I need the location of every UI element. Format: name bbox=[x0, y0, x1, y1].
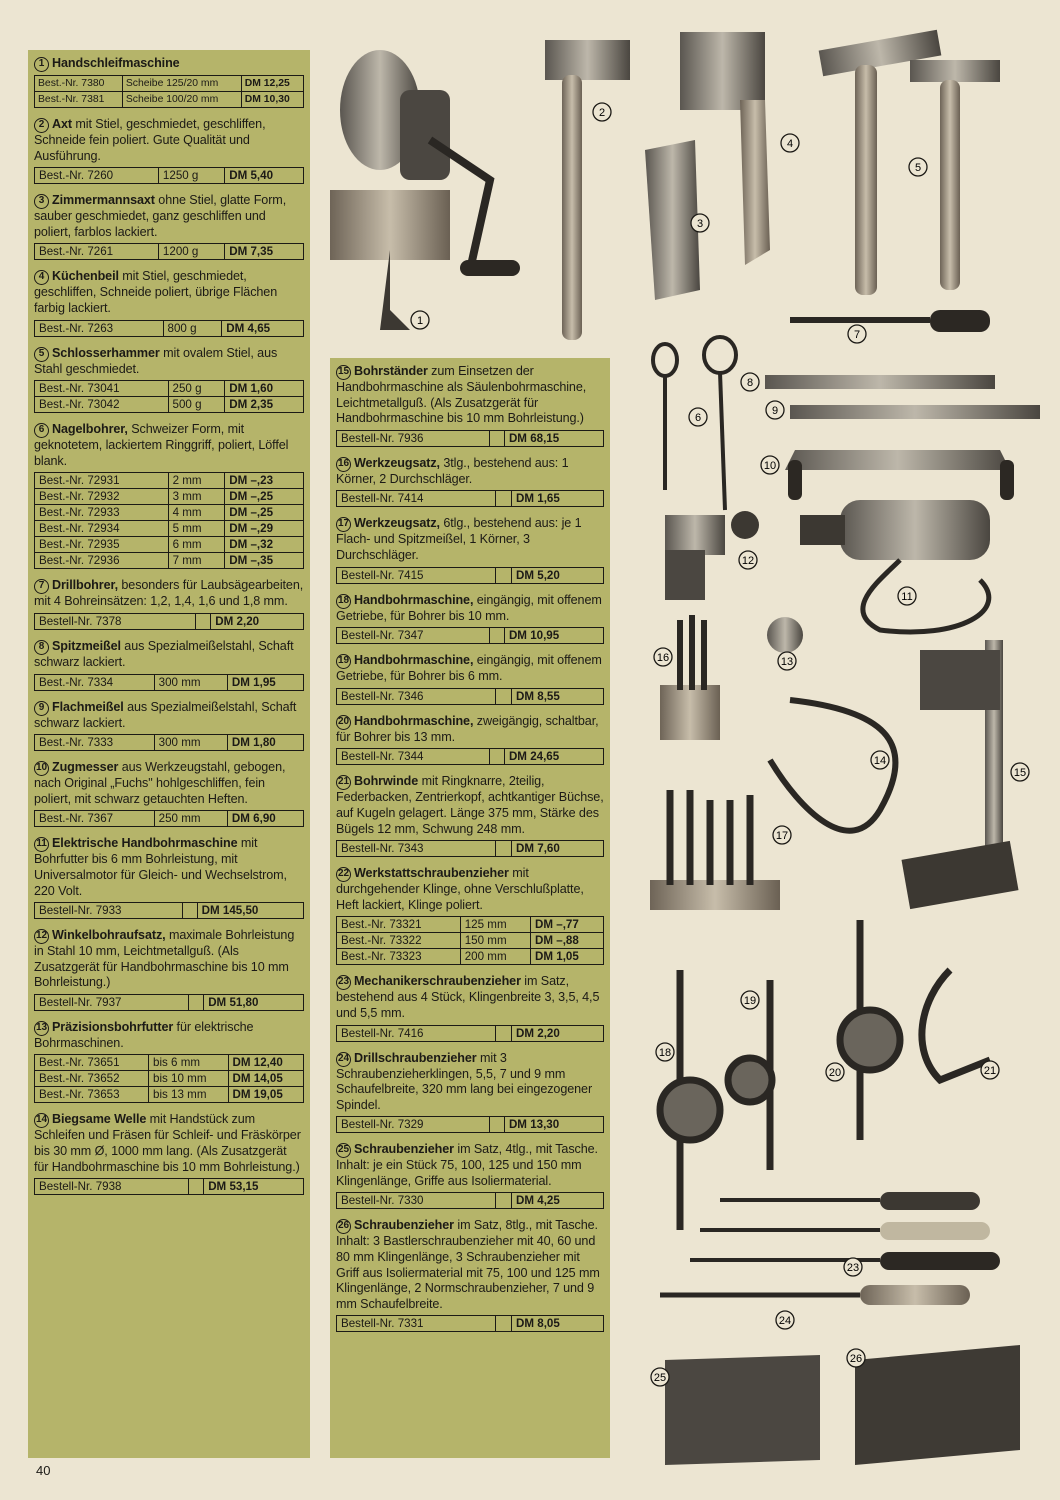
order-table bbox=[34, 1178, 304, 1195]
order-spec: 250 g bbox=[168, 381, 225, 397]
order-price: DM –,25 bbox=[225, 505, 304, 521]
catalog-entry bbox=[34, 578, 304, 630]
callout-label: 1 bbox=[416, 315, 424, 327]
order-row bbox=[35, 903, 304, 919]
drawknife-illustration bbox=[785, 450, 1014, 500]
order-spec: 125 mm bbox=[460, 917, 530, 933]
order-spec bbox=[183, 903, 198, 919]
entry-name: Flachmeißel bbox=[52, 699, 124, 714]
order-spec: bis 13 mm bbox=[149, 1087, 229, 1103]
order-price: DM 2,20 bbox=[211, 613, 304, 629]
callout-label: 4 bbox=[786, 138, 794, 150]
entry-description bbox=[34, 700, 304, 732]
entry-name: Werkzeugsatz, bbox=[354, 455, 440, 470]
callout-label: 3 bbox=[696, 218, 704, 230]
order-price: DM –,25 bbox=[225, 489, 304, 505]
callout-label: 26 bbox=[849, 1353, 863, 1365]
entry-name: Winkelbohraufsatz, bbox=[52, 928, 166, 943]
order-number: Best.-Nr. 73651 bbox=[35, 1055, 149, 1071]
entry-name: Axt bbox=[52, 117, 72, 131]
order-spec bbox=[189, 1179, 204, 1195]
entry-text: im Satz, bestehend aus 4 Stück, Klingenbreite 3, 3,5, 4,5 und 5,5 mm. bbox=[336, 974, 600, 1020]
entry-name: Elektrische Handbohrmaschine bbox=[52, 836, 238, 851]
entry-name: Zimmermannsaxt bbox=[52, 193, 155, 208]
entry-number-badge: 5 bbox=[34, 347, 49, 362]
order-number: Bestell-Nr. 7936 bbox=[337, 430, 490, 446]
catalog-entry bbox=[34, 836, 304, 919]
order-price: DM 19,05 bbox=[228, 1087, 303, 1103]
order-number: Bestell-Nr. 7414 bbox=[337, 491, 496, 507]
catalog-entry bbox=[34, 639, 304, 691]
catalog-entry bbox=[34, 1112, 304, 1195]
order-spec: 4 mm bbox=[168, 505, 225, 521]
order-price: DM 51,80 bbox=[204, 994, 304, 1010]
entry-text: mit ovalem Stiel, aus Stahl geschmiedet. bbox=[34, 345, 278, 376]
entry-number-badge: 2 bbox=[34, 118, 49, 133]
entry-number-badge: 11 bbox=[34, 837, 49, 852]
order-spec: Scheibe 125/20 mm bbox=[122, 76, 241, 92]
order-row bbox=[35, 1087, 304, 1103]
order-number: Best.-Nr. 7261 bbox=[35, 244, 159, 260]
order-spec: 150 mm bbox=[460, 933, 530, 949]
catalog-entry bbox=[34, 193, 304, 260]
entry-name: Bohrwinde bbox=[354, 774, 419, 789]
callout-label: 16 bbox=[656, 652, 670, 664]
entry-number-badge: 20 bbox=[336, 715, 351, 730]
order-number: Best.-Nr. 73042 bbox=[35, 397, 169, 413]
order-number: Bestell-Nr. 7343 bbox=[337, 841, 496, 857]
order-price: DM 6,90 bbox=[227, 811, 303, 827]
entry-description bbox=[34, 117, 304, 164]
entry-text: aus Werkzeugstahl, gebogen, nach Original „Fuchs" hohlgeschliffen, fein poliert, mit schwarz getauchten Heften. bbox=[34, 760, 286, 806]
order-row bbox=[35, 1055, 304, 1071]
callout-label: 12 bbox=[741, 555, 755, 567]
entry-name: Drillbohrer, bbox=[52, 578, 118, 593]
order-spec: 200 mm bbox=[460, 949, 530, 965]
callout-label: 18 bbox=[658, 1047, 672, 1059]
catalog-entry bbox=[34, 928, 304, 1011]
grinder-illustration bbox=[330, 50, 520, 330]
order-spec: bis 6 mm bbox=[149, 1055, 229, 1071]
entry-number-badge: 10 bbox=[34, 761, 49, 776]
order-price: DM 53,15 bbox=[204, 1179, 304, 1195]
order-price: DM 8,05 bbox=[512, 1316, 604, 1332]
entry-name: Drillschraubenzieher bbox=[354, 1050, 477, 1065]
order-table bbox=[34, 734, 304, 751]
order-price: DM 8,55 bbox=[512, 688, 604, 704]
order-spec bbox=[195, 613, 211, 629]
order-row bbox=[35, 1071, 304, 1087]
entry-description bbox=[34, 1112, 304, 1175]
entry-number-badge: 22 bbox=[336, 867, 351, 882]
callout-label: 9 bbox=[771, 405, 779, 417]
order-number: Bestell-Nr. 7346 bbox=[337, 688, 496, 704]
electric-drill-illustration bbox=[800, 500, 990, 632]
flat-chisel-illustration bbox=[790, 405, 1040, 419]
order-price: DM 4,25 bbox=[512, 1193, 604, 1209]
order-row bbox=[35, 553, 304, 569]
order-price: DM 5,40 bbox=[225, 168, 304, 184]
order-row bbox=[35, 381, 304, 397]
entry-name: Handschleifmaschine bbox=[52, 56, 180, 70]
callout-label: 7 bbox=[853, 329, 861, 341]
entry-name: Schraubenzieher bbox=[354, 1218, 454, 1233]
callout-label: 13 bbox=[780, 656, 794, 668]
tool-set-three-illustration bbox=[660, 615, 720, 740]
pointed-chisel-illustration bbox=[765, 375, 995, 389]
entry-number-badge: 7 bbox=[34, 579, 49, 594]
entry-number-badge: 14 bbox=[34, 1113, 49, 1128]
entry-name: Spitzmeißel bbox=[52, 638, 121, 653]
screwdriver-set-four-illustration bbox=[665, 1355, 820, 1465]
drill-stand-illustration bbox=[901, 640, 1018, 909]
entry-text: eingängig, mit offenem Getriebe, für Bohrer bis 6 mm. bbox=[336, 653, 602, 684]
order-price: DM –,35 bbox=[225, 553, 304, 569]
entry-number-badge: 16 bbox=[336, 457, 351, 472]
drill-chuck-illustration bbox=[767, 617, 803, 653]
order-number: Best.-Nr. 72935 bbox=[35, 537, 169, 553]
order-number: Best.-Nr. 72934 bbox=[35, 521, 169, 537]
callout-label: 17 bbox=[775, 830, 789, 842]
catalog-entry bbox=[34, 117, 304, 184]
entry-text: Schweizer Form, mit geknotetem, lackiertem Ringgriff, poliert, Löffel blank. bbox=[34, 422, 289, 468]
entry-name: Handbohrmaschine, bbox=[354, 653, 474, 668]
entry-name: Biegsame Welle bbox=[52, 1112, 147, 1127]
order-spec: bis 10 mm bbox=[149, 1071, 229, 1087]
order-number: Best.-Nr. 73041 bbox=[35, 381, 169, 397]
order-spec: 1250 g bbox=[158, 168, 224, 184]
order-price: DM –,29 bbox=[225, 521, 304, 537]
entry-name: Präzisionsbohrfutter bbox=[52, 1019, 174, 1034]
order-number: Best.-Nr. 73652 bbox=[35, 1071, 149, 1087]
entry-text: maximale Bohrleistung in Stahl 10 mm, Leichtmetallguß. (Als Zusatzgerät für Handbohrmaschine bis 10 mm Bohrleistung.) bbox=[34, 928, 295, 990]
callout-label: 2 bbox=[598, 107, 606, 119]
order-price: DM 68,15 bbox=[504, 430, 603, 446]
order-price: DM 12,25 bbox=[241, 76, 303, 92]
callout-label: 15 bbox=[1013, 767, 1027, 779]
order-spec: 6 mm bbox=[168, 537, 225, 553]
order-table bbox=[34, 902, 304, 919]
order-price: DM 1,80 bbox=[227, 735, 303, 751]
order-row bbox=[35, 76, 304, 92]
order-row bbox=[35, 320, 304, 336]
order-number: Best.-Nr. 7367 bbox=[35, 811, 155, 827]
order-spec: 250 mm bbox=[154, 811, 227, 827]
order-number: Best.-Nr. 72931 bbox=[35, 473, 169, 489]
entry-number-badge: 15 bbox=[336, 365, 351, 380]
hand-drills-illustration bbox=[660, 920, 990, 1230]
order-number: Best.-Nr. 7333 bbox=[35, 735, 155, 751]
entry-number-badge: 18 bbox=[336, 594, 351, 609]
entry-description bbox=[34, 346, 304, 378]
entry-text: aus Spezialmeißelstahl, Schaft schwarz lackiert. bbox=[34, 699, 297, 730]
order-price: DM –,32 bbox=[225, 537, 304, 553]
order-number: Best.-Nr. 73323 bbox=[337, 949, 461, 965]
catalog-entry bbox=[34, 56, 304, 108]
order-number: Best.-Nr. 73321 bbox=[337, 917, 461, 933]
entry-number-badge: 21 bbox=[336, 775, 351, 790]
entry-text: besonders für Laubsägearbeiten, mit 4 Bohreinsätzen: 1,2, 1,4, 1,6 und 1,8 mm. bbox=[34, 578, 304, 609]
order-price: DM 10,30 bbox=[241, 92, 303, 108]
catalog-column-left bbox=[28, 50, 310, 1458]
entry-text: aus Spezialmeißelstahl, Schaft schwarz lackiert. bbox=[34, 638, 294, 669]
entry-name: Werkstattschraubenzieher bbox=[354, 866, 509, 881]
order-spec: 2 mm bbox=[168, 473, 225, 489]
callout-label: 10 bbox=[763, 460, 777, 472]
order-row bbox=[35, 489, 304, 505]
order-price: DM 2,20 bbox=[512, 1025, 604, 1041]
order-price: DM 1,05 bbox=[531, 949, 604, 965]
order-number: Best.-Nr. 72933 bbox=[35, 505, 169, 521]
entry-number-badge: 1 bbox=[34, 57, 49, 72]
tool-illustrations bbox=[320, 20, 1040, 1480]
order-row bbox=[35, 244, 304, 260]
callout-label: 5 bbox=[914, 162, 922, 174]
entry-name: Handbohrmaschine, bbox=[354, 592, 474, 607]
order-number: Bestell-Nr. 7937 bbox=[35, 994, 189, 1010]
entry-number-badge: 23 bbox=[336, 975, 351, 990]
catalog-entry bbox=[34, 1020, 304, 1104]
order-price: DM 13,30 bbox=[504, 1117, 603, 1133]
callout-label: 14 bbox=[873, 755, 887, 767]
callout-label: 24 bbox=[778, 1315, 792, 1327]
order-number: Bestell-Nr. 7938 bbox=[35, 1179, 189, 1195]
order-price: DM 1,60 bbox=[225, 381, 304, 397]
order-number: Bestell-Nr. 7329 bbox=[337, 1117, 490, 1133]
order-number: Bestell-Nr. 7415 bbox=[337, 567, 496, 583]
axe-illustration bbox=[545, 40, 630, 340]
screwdrivers-illustration bbox=[660, 1192, 1000, 1305]
entry-text: 3tlg., bestehend aus: 1 Körner, 2 Durchschläger. bbox=[336, 455, 569, 486]
entry-description bbox=[34, 928, 304, 991]
callout-label: 20 bbox=[828, 1067, 842, 1079]
entry-name: Werkzeugsatz, bbox=[354, 516, 440, 531]
order-spec: 800 g bbox=[163, 320, 222, 336]
order-row bbox=[35, 473, 304, 489]
callout-label: 21 bbox=[983, 1065, 997, 1077]
entry-number-badge: 13 bbox=[34, 1021, 49, 1036]
entry-name: Küchenbeil bbox=[52, 269, 119, 284]
order-table bbox=[34, 320, 304, 337]
entry-description bbox=[34, 578, 304, 610]
entry-text: mit Bohrfutter bis 6 mm Bohrleistung, mit Universalmotor für Gleich- und Wechselstrom, 220 Volt. bbox=[34, 836, 287, 898]
screwdriver-set-eight-illustration bbox=[855, 1345, 1020, 1465]
entry-description bbox=[34, 1020, 304, 1052]
order-spec: 5 mm bbox=[168, 521, 225, 537]
entry-description bbox=[34, 639, 304, 671]
order-price: DM 5,20 bbox=[512, 567, 604, 583]
order-row bbox=[35, 1179, 304, 1195]
entry-number-badge: 4 bbox=[34, 270, 49, 285]
order-number: Best.-Nr. 73322 bbox=[337, 933, 461, 949]
order-number: Best.-Nr. 73653 bbox=[35, 1087, 149, 1103]
order-number: Bestell-Nr. 7344 bbox=[337, 749, 490, 765]
entry-description bbox=[34, 269, 304, 316]
entry-number-badge: 8 bbox=[34, 640, 49, 655]
order-price: DM –,77 bbox=[531, 917, 604, 933]
page-number: 40 bbox=[36, 1463, 51, 1478]
order-table bbox=[34, 380, 304, 413]
entry-name: Mechanikerschraubenzieher bbox=[354, 974, 521, 989]
entry-number-badge: 26 bbox=[336, 1219, 351, 1234]
entry-text: mit Stiel, geschmiedet, geschliffen, Schneide fein poliert. Gute Qualität und Ausführung. bbox=[34, 117, 266, 163]
order-row bbox=[35, 92, 304, 108]
entry-number-badge: 17 bbox=[336, 517, 351, 532]
order-price: DM 12,40 bbox=[228, 1055, 303, 1071]
callout-label: 11 bbox=[901, 591, 913, 603]
order-price: DM 4,65 bbox=[222, 320, 304, 336]
order-price: DM 1,95 bbox=[227, 674, 303, 690]
entry-number-badge: 9 bbox=[34, 701, 49, 716]
callout-label: 25 bbox=[653, 1372, 667, 1384]
order-number: Bestell-Nr. 7416 bbox=[337, 1025, 496, 1041]
order-table bbox=[34, 994, 304, 1011]
order-spec: 300 mm bbox=[154, 735, 227, 751]
order-table bbox=[34, 613, 304, 630]
entry-name: Nagelbohrer, bbox=[52, 422, 128, 437]
order-price: DM 2,35 bbox=[225, 397, 304, 413]
entry-description bbox=[34, 836, 304, 899]
order-number: Bestell-Nr. 7331 bbox=[337, 1316, 496, 1332]
entry-number-badge: 12 bbox=[34, 929, 49, 944]
order-spec: Scheibe 100/20 mm bbox=[122, 92, 241, 108]
entry-number-badge: 3 bbox=[34, 194, 49, 209]
order-row bbox=[35, 168, 304, 184]
entry-text: im Satz, 8tlg., mit Tasche. Inhalt: 3 Bastlerschraubenzieher mit 40, 60 und 80 mm Klingenlänge, 3 Schraubenzieher mit Griff aus Isoliermaterial mit 75, 100 und 125 mm Klingenlänge, 2 Normschraubenzieher, 7 und 9 mm Schaufelbreite. bbox=[336, 1218, 600, 1311]
order-price: DM 14,05 bbox=[228, 1071, 303, 1087]
order-spec: 500 g bbox=[168, 397, 225, 413]
entry-text: ohne Stiel, glatte Form, sauber geschmiedet, ganz geschliffen und poliert, farblos lackiert. bbox=[34, 193, 287, 239]
order-number: Best.-Nr. 7380 bbox=[35, 76, 123, 92]
catalog-entry bbox=[34, 760, 304, 827]
order-table bbox=[34, 243, 304, 260]
order-number: Bestell-Nr. 7347 bbox=[337, 628, 490, 644]
entry-text: mit Ringknarre, 2teilig, Federbacken, Zentrierkopf, achtkantiger Büchse, auf Kugeln gelagert. Länge 375 mm, Stärke des Bügels 12 mm, Schwung 248 mm. bbox=[336, 774, 604, 836]
order-number: Bestell-Nr. 7330 bbox=[337, 1193, 496, 1209]
order-spec: 3 mm bbox=[168, 489, 225, 505]
order-spec: 300 mm bbox=[154, 674, 227, 690]
entry-number-badge: 19 bbox=[336, 654, 351, 669]
order-row bbox=[35, 397, 304, 413]
drill-brace-illustration bbox=[790, 310, 990, 332]
order-number: Best.-Nr. 7260 bbox=[35, 168, 159, 184]
tool-set-six-illustration bbox=[650, 790, 780, 910]
order-number: Best.-Nr. 72932 bbox=[35, 489, 169, 505]
order-row bbox=[35, 521, 304, 537]
entry-text: mit durchgehender Klinge, ohne Verschlußplatte, Heft lackiert, Klinge poliert. bbox=[336, 866, 584, 912]
entry-name: Schraubenzieher bbox=[354, 1142, 454, 1157]
entry-description bbox=[34, 193, 304, 240]
entry-description bbox=[34, 56, 304, 72]
order-spec bbox=[189, 994, 204, 1010]
order-price: DM 7,60 bbox=[512, 841, 604, 857]
order-spec: 7 mm bbox=[168, 553, 225, 569]
order-price: DM 24,65 bbox=[504, 749, 603, 765]
order-price: DM 10,95 bbox=[504, 628, 603, 644]
callout-label: 23 bbox=[846, 1262, 860, 1274]
order-table bbox=[34, 472, 304, 569]
order-table bbox=[34, 810, 304, 827]
callout-label: 6 bbox=[694, 412, 702, 424]
order-row bbox=[35, 994, 304, 1010]
order-row bbox=[35, 674, 304, 690]
order-row bbox=[35, 537, 304, 553]
catalog-entry bbox=[34, 700, 304, 752]
catalog-entry bbox=[34, 422, 304, 569]
order-table bbox=[34, 1054, 304, 1103]
callout-label: 19 bbox=[743, 995, 757, 1007]
entry-name: Zugmesser bbox=[52, 760, 119, 775]
order-row bbox=[35, 811, 304, 827]
order-price: DM 1,65 bbox=[512, 491, 604, 507]
order-spec: 1200 g bbox=[158, 244, 224, 260]
entry-text: im Satz, 4tlg., mit Tasche. Inhalt: je ein Stück 75, 100, 125 und 150 mm Klingenlänge, Griffe aus Isoliermaterial. bbox=[336, 1142, 598, 1188]
entry-text: mit Handstück zum Schleifen und Fräsen für Schleif- und Fräskörper bis 30 mm Ø, 1000 mm lang. (Als Zusatzgerät für Handbohrmaschine bis 10 mm Bohrleistung.) bbox=[34, 1112, 301, 1174]
order-number: Bestell-Nr. 7933 bbox=[35, 903, 183, 919]
catalog-entry bbox=[34, 346, 304, 414]
entry-text: mit 3 Schraubenzieherklingen, 5,5, 7 und 9 mm Schaufelbreite, 320 mm lang bei eingezogener Spindel. bbox=[336, 1050, 593, 1112]
entry-description bbox=[34, 422, 304, 469]
callout-label: 8 bbox=[746, 377, 754, 389]
entry-description bbox=[34, 760, 304, 807]
order-row bbox=[35, 735, 304, 751]
order-number: Best.-Nr. 7263 bbox=[35, 320, 164, 336]
entry-text: eingängig, mit offenem Getriebe, für Bohrer bis 10 mm. bbox=[336, 592, 602, 623]
entry-text: für elektrische Bohrmaschinen. bbox=[34, 1019, 254, 1050]
order-table bbox=[34, 674, 304, 691]
entry-number-badge: 25 bbox=[336, 1143, 351, 1158]
order-number: Bestell-Nr. 7378 bbox=[35, 613, 196, 629]
order-row bbox=[35, 613, 304, 629]
entry-name: Handbohrmaschine, bbox=[354, 713, 474, 728]
order-row bbox=[35, 505, 304, 521]
order-price: DM 145,50 bbox=[197, 903, 303, 919]
catalog-entry bbox=[34, 269, 304, 336]
order-price: DM 7,35 bbox=[225, 244, 304, 260]
entry-text: zweigängig, schaltbar, für Bohrer bis 13 mm. bbox=[336, 713, 599, 744]
entry-number-badge: 24 bbox=[336, 1052, 351, 1067]
entry-name: Bohrständer bbox=[354, 364, 428, 378]
order-table bbox=[34, 75, 304, 108]
entry-text: mit Stiel, geschmiedet, geschliffen, Schneide poliert, übrige Flächen farbig lackiert. bbox=[34, 269, 278, 315]
order-price: DM –,88 bbox=[531, 933, 604, 949]
entry-text: zum Einsetzen der Handbohrmaschine als Säulenbohrmaschine, Leichtmetallguß. (Als Zusatzgerät für Handbohrmaschine bis 10 mm Bohrleistung.) bbox=[336, 364, 587, 426]
order-price: DM –,23 bbox=[225, 473, 304, 489]
order-number: Best.-Nr. 72936 bbox=[35, 553, 169, 569]
entry-text: 6tlg., bestehend aus: je 1 Flach- und Spitzmeißel, 1 Körner, 3 Durchschläger. bbox=[336, 516, 582, 562]
order-number: Best.-Nr. 7381 bbox=[35, 92, 123, 108]
hammers-illustration bbox=[819, 30, 1000, 295]
order-table bbox=[34, 167, 304, 184]
entry-number-badge: 6 bbox=[34, 423, 49, 438]
order-number: Best.-Nr. 7334 bbox=[35, 674, 155, 690]
entry-name: Schlosserhammer bbox=[52, 345, 160, 360]
